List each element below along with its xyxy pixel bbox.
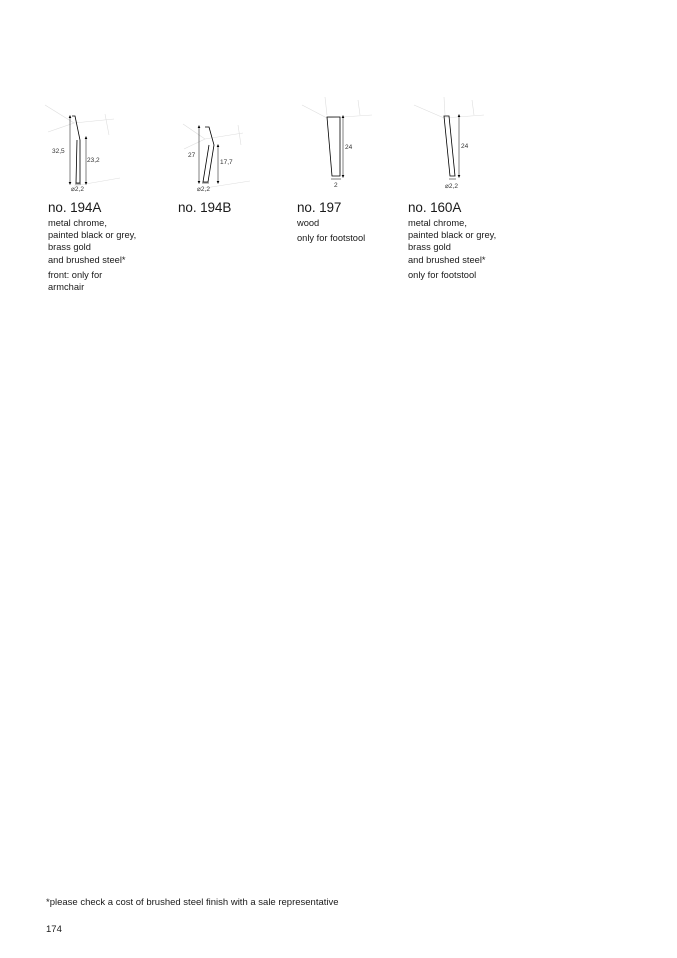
product-160a-finish-2: painted black or grey, bbox=[408, 230, 497, 241]
product-194a-finish-3: brass gold bbox=[48, 242, 91, 253]
product-160a-name: no. 160A bbox=[408, 200, 462, 215]
leg-197-drawing bbox=[300, 95, 390, 195]
leg-197-height: 24 bbox=[345, 144, 353, 151]
product-160a-finish-3: brass gold bbox=[408, 242, 451, 253]
leg-160a-drawing bbox=[412, 95, 502, 195]
leg-194b-drawing bbox=[178, 115, 268, 195]
footnote: *please check a cost of brushed steel finish with a sale representative bbox=[46, 897, 339, 908]
leg-194a-drawing bbox=[40, 100, 130, 195]
leg-160a-height: 24 bbox=[461, 143, 469, 150]
product-194a-note bbox=[48, 269, 160, 293]
leg-194a-diameter: ⌀2,2 bbox=[71, 186, 84, 193]
product-160a-finish-4: and brushed steel* bbox=[408, 254, 486, 265]
product-194a-note-2: armchair bbox=[48, 282, 85, 293]
product-160a bbox=[408, 200, 520, 281]
product-194a-finish-2: painted black or grey, bbox=[48, 230, 137, 241]
product-194a-name: no. 194A bbox=[48, 200, 102, 215]
product-197-name: no. 197 bbox=[297, 200, 342, 215]
product-160a-finish-1: metal chrome, bbox=[408, 218, 467, 228]
leg-194a-leg-height: 23,2 bbox=[87, 157, 100, 164]
product-194a-finish-1: metal chrome, bbox=[48, 218, 107, 228]
leg-197-width: 2 bbox=[334, 182, 338, 189]
leg-194b-leg-height: 17,7 bbox=[220, 159, 233, 166]
product-197 bbox=[297, 200, 409, 244]
leg-194a-total-height: 32,5 bbox=[52, 148, 65, 155]
product-194b bbox=[178, 200, 290, 217]
product-194a-note-1: front: only for bbox=[48, 269, 103, 280]
leg-194b-total-height: 27 bbox=[188, 152, 196, 159]
product-160a-note: only for footstool bbox=[408, 269, 477, 280]
product-194a bbox=[48, 200, 160, 293]
product-194b-name: no. 194B bbox=[178, 200, 232, 215]
product-197-finish-1: wood bbox=[297, 218, 320, 228]
leg-160a-diameter: ⌀2,2 bbox=[445, 183, 458, 190]
leg-194b-diameter: ⌀2,2 bbox=[197, 186, 210, 193]
product-194a-finish-4: and brushed steel* bbox=[48, 254, 126, 265]
product-197-note: only for footstool bbox=[297, 233, 366, 244]
page-number: 174 bbox=[46, 924, 62, 935]
